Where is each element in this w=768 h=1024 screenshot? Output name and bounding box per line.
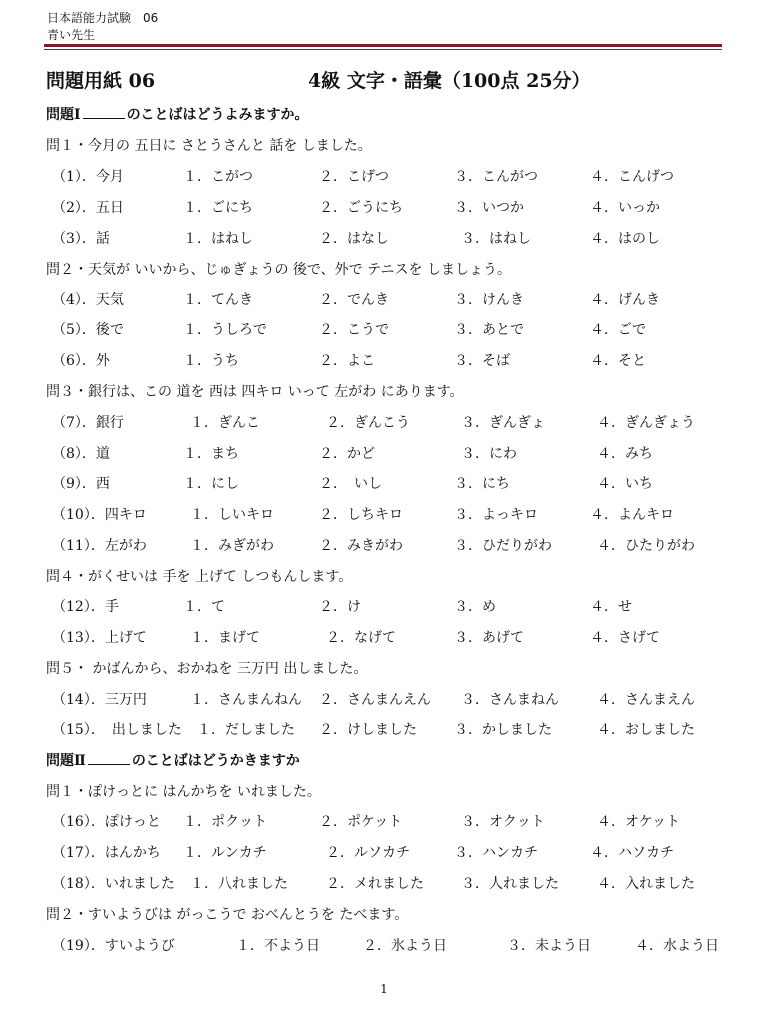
question-row xyxy=(52,873,742,895)
option-1: １．ごにち xyxy=(183,200,253,216)
question-number: （17）．はんかち xyxy=(52,845,161,861)
option-3: ３．かしました xyxy=(454,722,552,738)
option-1: １．にし xyxy=(183,476,239,492)
option-2: ２．よこ xyxy=(319,353,375,369)
header-rule-thin xyxy=(44,49,722,50)
option-3: ３．こんがつ xyxy=(454,169,538,185)
page-number: 1 xyxy=(380,982,388,996)
option-2: ２．ぎんこう xyxy=(326,415,410,431)
section-1-blank xyxy=(83,106,125,119)
question-number: （1）．今月 xyxy=(52,169,124,185)
option-1: １．八れました xyxy=(190,876,288,892)
option-3: ３．め xyxy=(454,599,496,615)
section-1-heading xyxy=(46,104,309,124)
section-1-instruction: のことばはどうよみますか。 xyxy=(126,107,309,123)
option-2: ２．ポケット xyxy=(319,814,403,830)
question-number: （3）．話 xyxy=(52,231,110,247)
document-header xyxy=(47,10,158,44)
question-sentence-3: 問３・銀行は、この 道を 西は 四キロ いって 左がわ にあります。 xyxy=(46,384,464,400)
paper-level-title: 4級 文字・語彙（100点 25分） xyxy=(308,70,591,92)
option-1: １．うち xyxy=(183,353,239,369)
option-2: ２．メれました xyxy=(326,876,424,892)
question-number: （14）．三万円 xyxy=(52,692,147,708)
question-sentence-6: 問１・ぽけっとに はんかちを いれました。 xyxy=(46,784,321,800)
question-row xyxy=(52,319,742,341)
option-1: １．てんき xyxy=(183,292,253,308)
option-4: ４．ひたりがわ xyxy=(597,538,695,554)
option-1: １．こがつ xyxy=(183,169,253,185)
option-4: ４．ハソカチ xyxy=(590,845,674,861)
question-number: （18）．いれました xyxy=(52,876,175,892)
option-3: ３．よっキロ xyxy=(454,507,538,523)
option-2: ２． いし xyxy=(319,476,382,492)
option-1: １．ぎんこ xyxy=(190,415,260,431)
header-rule-thick xyxy=(44,44,722,47)
option-1: １．さんまんねん xyxy=(190,692,302,708)
option-3: ３．いつか xyxy=(454,200,524,216)
option-4: ４．さげて xyxy=(590,630,660,646)
option-4: ４．ぎんぎょう xyxy=(597,415,695,431)
question-sentence-1: 問１・今月の 五日に さとうさんと 話を しました。 xyxy=(46,138,372,154)
option-3: ３．未よう日 xyxy=(507,938,591,954)
question-row xyxy=(52,473,742,495)
question-number: （7）．銀行 xyxy=(52,415,124,431)
question-row xyxy=(52,504,742,526)
option-4: ４．はのし xyxy=(590,231,660,247)
question-row xyxy=(52,412,742,434)
question-number: （4）．天気 xyxy=(52,292,124,308)
option-2: ２．はなし xyxy=(319,231,389,247)
option-2: ２．氷よう日 xyxy=(363,938,447,954)
section-2-prefix: 問題Ⅱ xyxy=(46,753,86,769)
question-row xyxy=(52,166,742,188)
question-sentence-5: 問５・ かばんから、おかねを 三万円 出しました。 xyxy=(46,661,368,677)
question-number: （11）．左がわ xyxy=(52,538,147,554)
option-4: ４．こんげつ xyxy=(590,169,674,185)
question-number: （10）．四キロ xyxy=(52,507,147,523)
question-row xyxy=(52,627,742,649)
question-row xyxy=(52,719,742,741)
question-sentence-7: 問２・すいようびは がっこうで おべんとうを たべます。 xyxy=(46,907,409,923)
question-row xyxy=(52,289,742,311)
option-4: ４．水よう日 xyxy=(635,938,719,954)
option-3: ３．ハンカチ xyxy=(454,845,538,861)
section-2-instruction: のことばはどうかきますか xyxy=(131,753,300,769)
option-4: ４．そと xyxy=(590,353,646,369)
option-1: １．ルンカチ xyxy=(183,845,267,861)
question-row xyxy=(52,228,742,250)
question-number: （5）．後で xyxy=(52,322,124,338)
header-author: 青い先生 xyxy=(47,28,96,42)
option-2: ２．みきがわ xyxy=(319,538,403,554)
option-2: ２．ごうにち xyxy=(319,200,403,216)
option-1: １．はねし xyxy=(183,231,253,247)
question-number: （2）．五日 xyxy=(52,200,124,216)
question-row xyxy=(52,350,742,372)
option-3: ３．はねし xyxy=(461,231,531,247)
question-sentence-2: 問２・天気が いいから、じゅぎょうの 後で、外で テニスを しましょう。 xyxy=(46,262,511,278)
option-2: ２．しちキロ xyxy=(319,507,403,523)
option-3: ３．あげて xyxy=(454,630,524,646)
option-1: １．うしろで xyxy=(183,322,267,338)
option-1: １．まげて xyxy=(190,630,260,646)
option-3: ３．そば xyxy=(454,353,510,369)
option-4: ４．よんキロ xyxy=(590,507,674,523)
option-3: ３．あとで xyxy=(454,322,524,338)
option-1: １．ポクット xyxy=(183,814,267,830)
option-2: ２．け xyxy=(319,599,361,615)
option-3: ３．けんき xyxy=(454,292,524,308)
question-number: （8）．道 xyxy=(52,446,110,462)
question-number: （9）．西 xyxy=(52,476,110,492)
question-sentence-4: 問４・がくせいは 手を 上げて しつもんします。 xyxy=(46,569,353,585)
section-2-heading xyxy=(46,750,300,770)
section-2-blank xyxy=(88,752,130,765)
option-4: ４．さんまえん xyxy=(597,692,695,708)
option-2: ２．こげつ xyxy=(319,169,389,185)
option-4: ４．入れました xyxy=(597,876,695,892)
option-1: １．だしました xyxy=(197,722,295,738)
option-4: ４．オケット xyxy=(597,814,681,830)
option-1: １．まち xyxy=(183,446,239,462)
question-row xyxy=(52,689,742,711)
option-3: ３．にち xyxy=(454,476,510,492)
question-number: （15）． 出しました xyxy=(52,722,182,738)
question-number: （19）．すいようび xyxy=(52,938,175,954)
question-row xyxy=(52,197,742,219)
option-2: ２．かど xyxy=(319,446,375,462)
header-exam-name: 日本語能力試験 06 xyxy=(47,11,159,25)
option-4: ４．みち xyxy=(597,446,653,462)
option-4: ４．おしました xyxy=(597,722,695,738)
option-4: ４．いっか xyxy=(590,200,660,216)
option-3: ３．人れました xyxy=(461,876,559,892)
section-1-prefix: 問題Ⅰ xyxy=(46,107,81,123)
option-2: ２．こうで xyxy=(319,322,389,338)
question-number: （6）．外 xyxy=(52,353,110,369)
option-1: １．て xyxy=(183,599,225,615)
option-1: １．しいキロ xyxy=(190,507,274,523)
option-3: ３．ぎんぎょ xyxy=(461,415,545,431)
option-1: １．不よう日 xyxy=(236,938,320,954)
question-row xyxy=(52,811,742,833)
option-3: ３．にわ xyxy=(461,446,517,462)
option-3: ３．オクット xyxy=(461,814,545,830)
question-row xyxy=(52,842,742,864)
question-row xyxy=(52,596,742,618)
option-4: ４．せ xyxy=(590,599,632,615)
question-row xyxy=(52,935,742,957)
option-4: ４．げんき xyxy=(590,292,660,308)
option-4: ４．ごで xyxy=(590,322,646,338)
option-2: ２．けしました xyxy=(319,722,417,738)
paper-title: 問題用紙 06 xyxy=(46,70,156,92)
option-2: ２．でんき xyxy=(319,292,389,308)
option-1: １．みぎがわ xyxy=(190,538,274,554)
option-4: ４．いち xyxy=(597,476,653,492)
question-row xyxy=(52,535,742,557)
question-number: （13）．上げて xyxy=(52,630,147,646)
question-number: （16）．ぽけっと xyxy=(52,814,161,830)
option-2: ２．なげて xyxy=(326,630,396,646)
option-2: ２．ルソカチ xyxy=(326,845,410,861)
option-2: ２．さんまんえん xyxy=(319,692,431,708)
question-number: （12）．手 xyxy=(52,599,119,615)
question-row xyxy=(52,443,742,465)
option-3: ３．ひだりがわ xyxy=(454,538,552,554)
option-3: ３．さんまねん xyxy=(461,692,559,708)
